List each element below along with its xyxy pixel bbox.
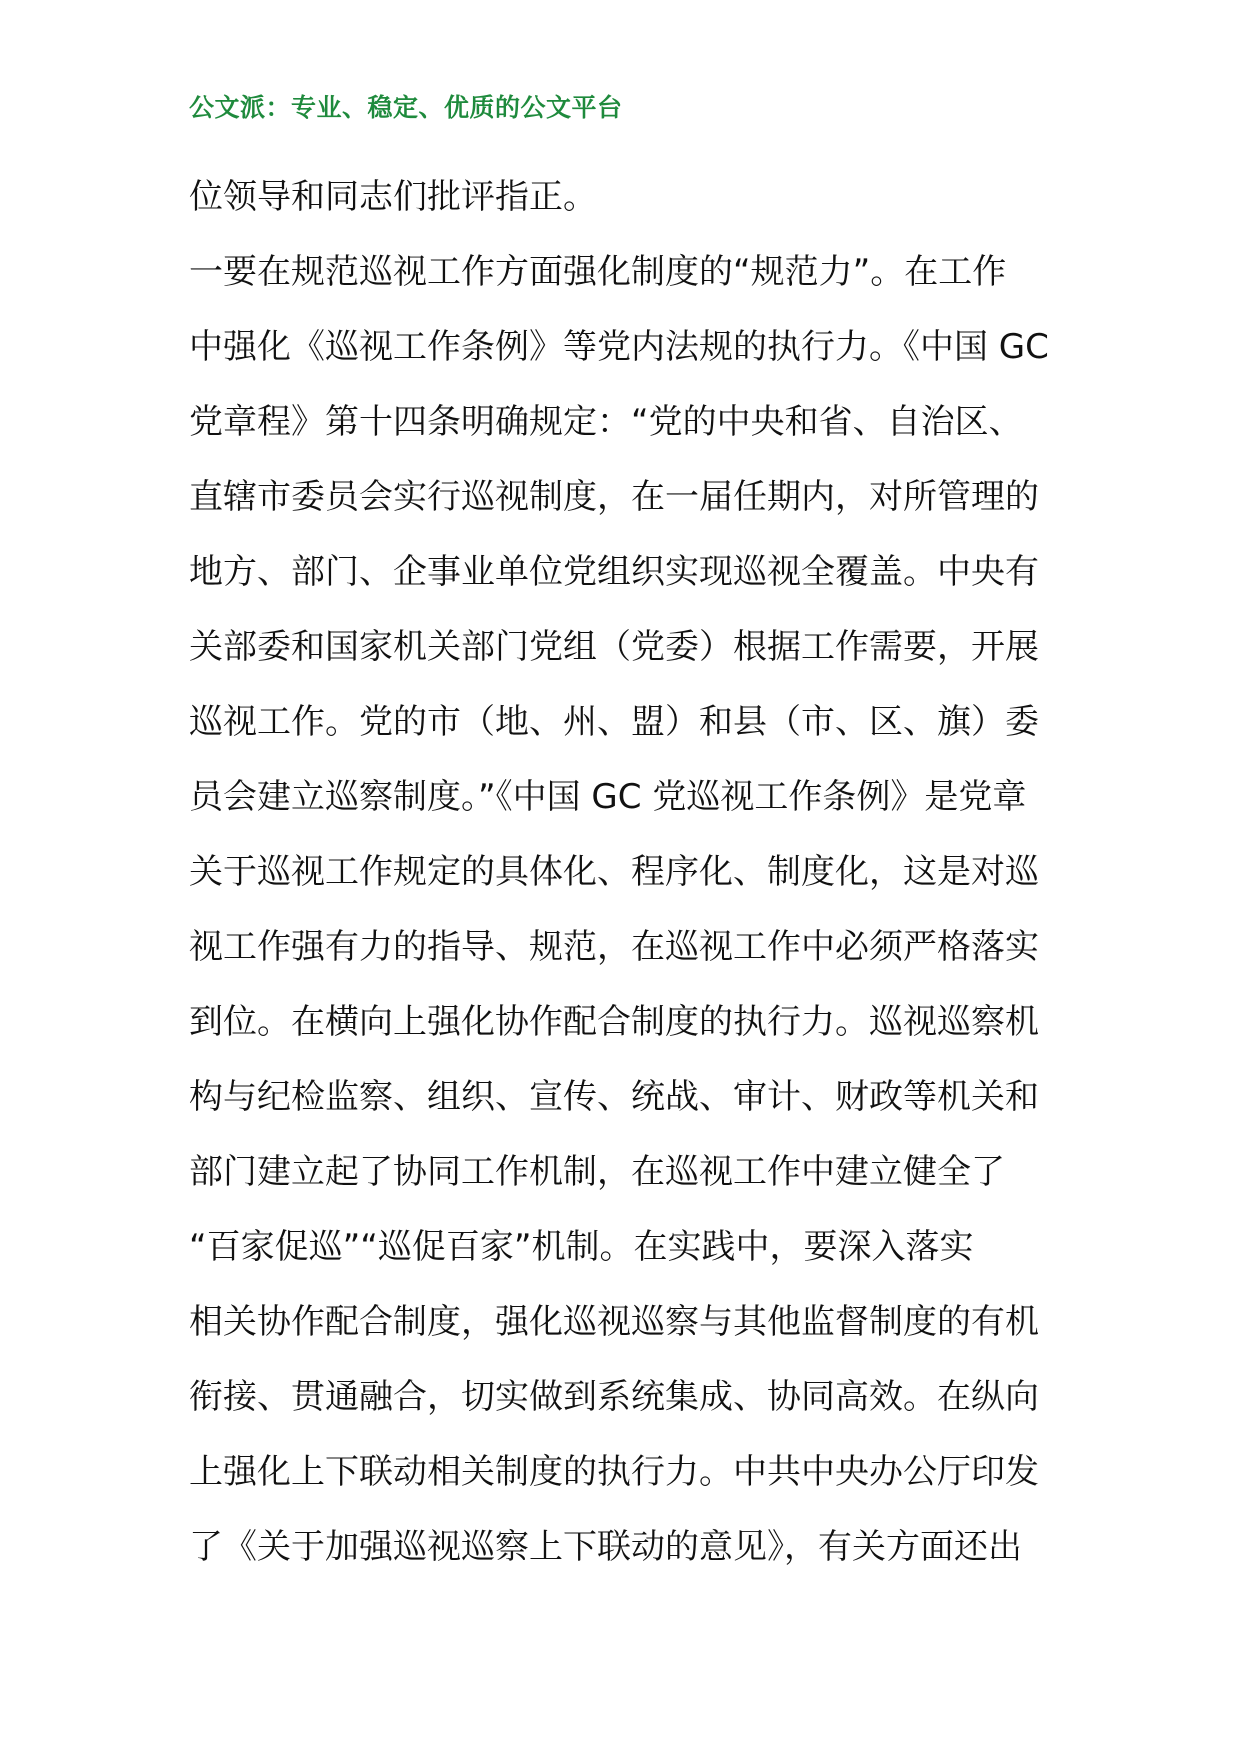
- body-line: 到位。在横向上强化协作配合制度的执行力。巡视巡察机: [189, 1002, 1039, 1042]
- body-line: 上强化上下联动相关制度的执行力。中共中央办公厅印发: [189, 1452, 1039, 1492]
- body-line: “百家促巡”“巡促百家”机制。在实践中，要深入落实: [189, 1227, 974, 1267]
- body-line: 关于巡视工作规定的具体化、程序化、制度化，这是对巡: [189, 852, 1039, 892]
- body-line: 一要在规范巡视工作方面强化制度的“规范力”。在工作: [189, 252, 1007, 292]
- body-line: 关部委和国家机关部门党组（党委）根据工作需要，开展: [189, 627, 1039, 667]
- body-line: 地方、部门、企事业单位党组织实现巡视全覆盖。中央有: [189, 552, 1039, 592]
- body-line: 员会建立巡察制度。”《中国 GC 党巡视工作条例》是党章: [189, 777, 1027, 817]
- body-line: 位领导和同志们批评指正。: [189, 177, 597, 217]
- body-line: 直辖市委员会实行巡视制度，在一届任期内，对所管理的: [189, 477, 1039, 517]
- body-line: 中强化《巡视工作条例》等党内法规的执行力。《中国 GC: [189, 327, 1049, 367]
- body-line: 了《关于加强巡视巡察上下联动的意见》，有关方面还出: [189, 1527, 1022, 1567]
- page-header-title: 公文派：专业、稳定、优质的公文平台: [189, 93, 623, 122]
- document-body: [189, 172, 1059, 1597]
- body-line: 构与纪检监察、组织、宣传、统战、审计、财政等机关和: [189, 1077, 1039, 1117]
- body-line: 部门建立起了协同工作机制，在巡视工作中建立健全了: [189, 1152, 1005, 1192]
- body-line: 相关协作配合制度，强化巡视巡察与其他监督制度的有机: [189, 1302, 1039, 1342]
- body-line: 巡视工作。党的市（地、州、盟）和县（市、区、旗）委: [189, 702, 1039, 742]
- body-line: 党章程》第十四条明确规定：“党的中央和省、自治区、: [189, 402, 1023, 442]
- body-line: 衔接、贯通融合，切实做到系统集成、协同高效。在纵向: [189, 1377, 1039, 1417]
- body-line: 视工作强有力的指导、规范，在巡视工作中必须严格落实: [189, 927, 1039, 967]
